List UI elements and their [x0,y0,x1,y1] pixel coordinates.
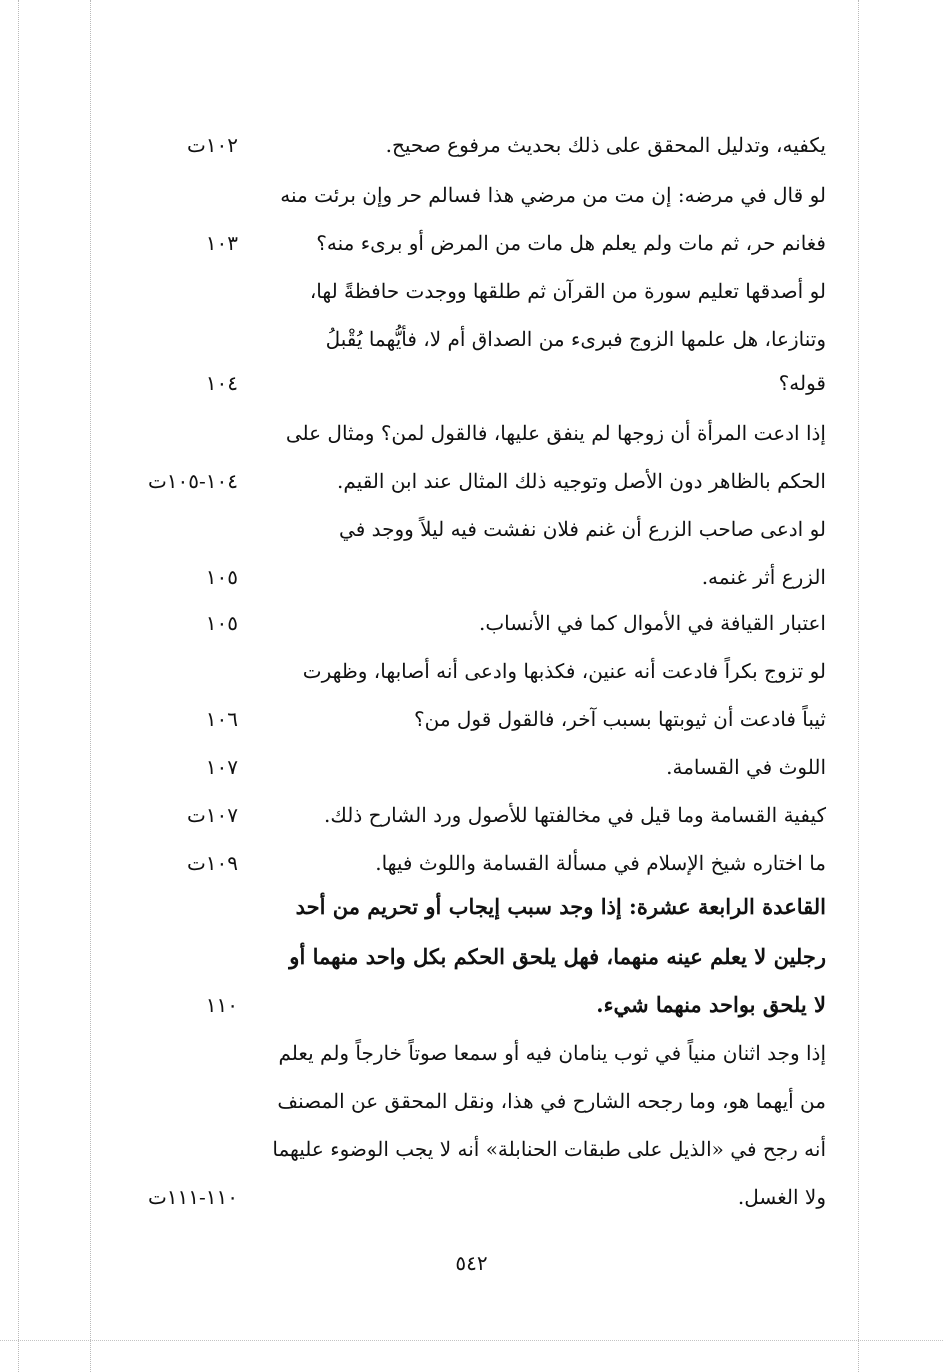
index-page-ref: ١٠٤-١٠٥ت [147,469,238,493]
index-entry-line: قوله؟ [778,371,826,395]
index-entry-line: رجلين لا يعلم عينه منهما، فهل يلحق الحكم بكل واحد منهما أو [289,944,826,969]
index-page-ref: ١٠٥ [205,565,238,589]
index-entry-line: الحكم بالظاهر دون الأصل وتوجيه ذلك المثال عند ابن القيم. [336,469,826,493]
index-page-ref: ١٠٦ [205,707,238,731]
index-entry-line: لو أصدقها تعليم سورة من القرآن ثم طلقها ووجدت حافظةً لها، [309,279,826,303]
index-entry-line: ولا الغسل. [737,1185,826,1209]
scan-margin-dots-bottom [0,1340,943,1341]
scan-margin-dots-left [18,0,19,1372]
index-page-ref: ١٠٧ [205,755,238,779]
index-entry-line: من أيهما هو، وما رجحه الشارح في هذا، ونقل المحقق عن المصنف [277,1089,826,1113]
scan-margin-dots-left-inner [90,0,91,1372]
index-entry-line: وتنازعا، هل علمها الزوج فبرىء من الصداق أم لا، فأيُّهما يُقْبلُ [325,327,826,351]
index-entry-line: اللوث في القسامة. [666,755,826,779]
page-number: ٥٤٢ [455,1251,488,1275]
index-entry-line: لا يلحق بواحد منهما شيء. [596,992,826,1017]
index-page-ref: ١٠٢ت [186,133,238,157]
index-entry-line: لو ادعى صاحب الزرع أن غنم فلان نفشت فيه ليلاً ووجد في [339,517,826,541]
index-page-ref: ١٠٣ [205,231,238,255]
index-entry-line: إذا وجد اثنان منياً في ثوب ينامان فيه أو سمعا صوتاً خارجاً ولم يعلم [278,1041,826,1065]
index-entry-line: لو قال في مرضه: إن مت من مرضي هذا فسالم حر وإن برئت منه [280,183,826,207]
index-entry-line: إذا ادعت المرأة أن زوجها لم ينفق عليها، فالقول لمن؟ ومثال على [285,421,826,445]
index-page-ref: ١٠٥ [205,611,238,635]
index-entry-line: يكفيه، وتدليل المحقق على ذلك بحديث مرفوع صحيح. [385,133,826,157]
index-entry-line: القاعدة الرابعة عشرة: إذا وجد سبب إيجاب أو تحريم من أحد [295,894,826,919]
index-page-ref: ١٠٤ [205,371,238,395]
index-entry-line: ما اختاره شيخ الإسلام في مسألة القسامة واللوث فيها. [375,851,826,875]
index-page-ref: ١١٠ [205,993,238,1017]
index-entry-line: أنه رجح في «الذيل على طبقات الحنابلة» أنه لا يجب الوضوء عليهما [272,1137,826,1161]
index-page-ref: ١٠٩ت [186,851,238,875]
index-entry-line: لو تزوج بكراً فادعت أنه عنين، فكذبها وادعى أنه أصابها، وظهرت [302,659,826,683]
scan-margin-dots-right [858,0,859,1372]
index-entry-line: فغانم حر، ثم مات ولم يعلم هل مات من المرض أو برىء منه؟ [316,231,826,255]
index-page-ref: ١١٠-١١١ت [147,1185,238,1209]
index-page-ref: ١٠٧ت [186,803,238,827]
index-entry-line: ثيباً فادعت أن ثيوبتها بسبب آخر، فالقول قول من؟ [413,707,826,731]
index-entry-line: كيفية القسامة وما قيل في مخالفتها للأصول ورد الشارح ذلك. [324,803,826,827]
index-entry-line: الزرع أثر غنمه. [701,565,826,589]
index-entry-line: اعتبار القيافة في الأموال كما في الأنساب. [478,611,826,635]
